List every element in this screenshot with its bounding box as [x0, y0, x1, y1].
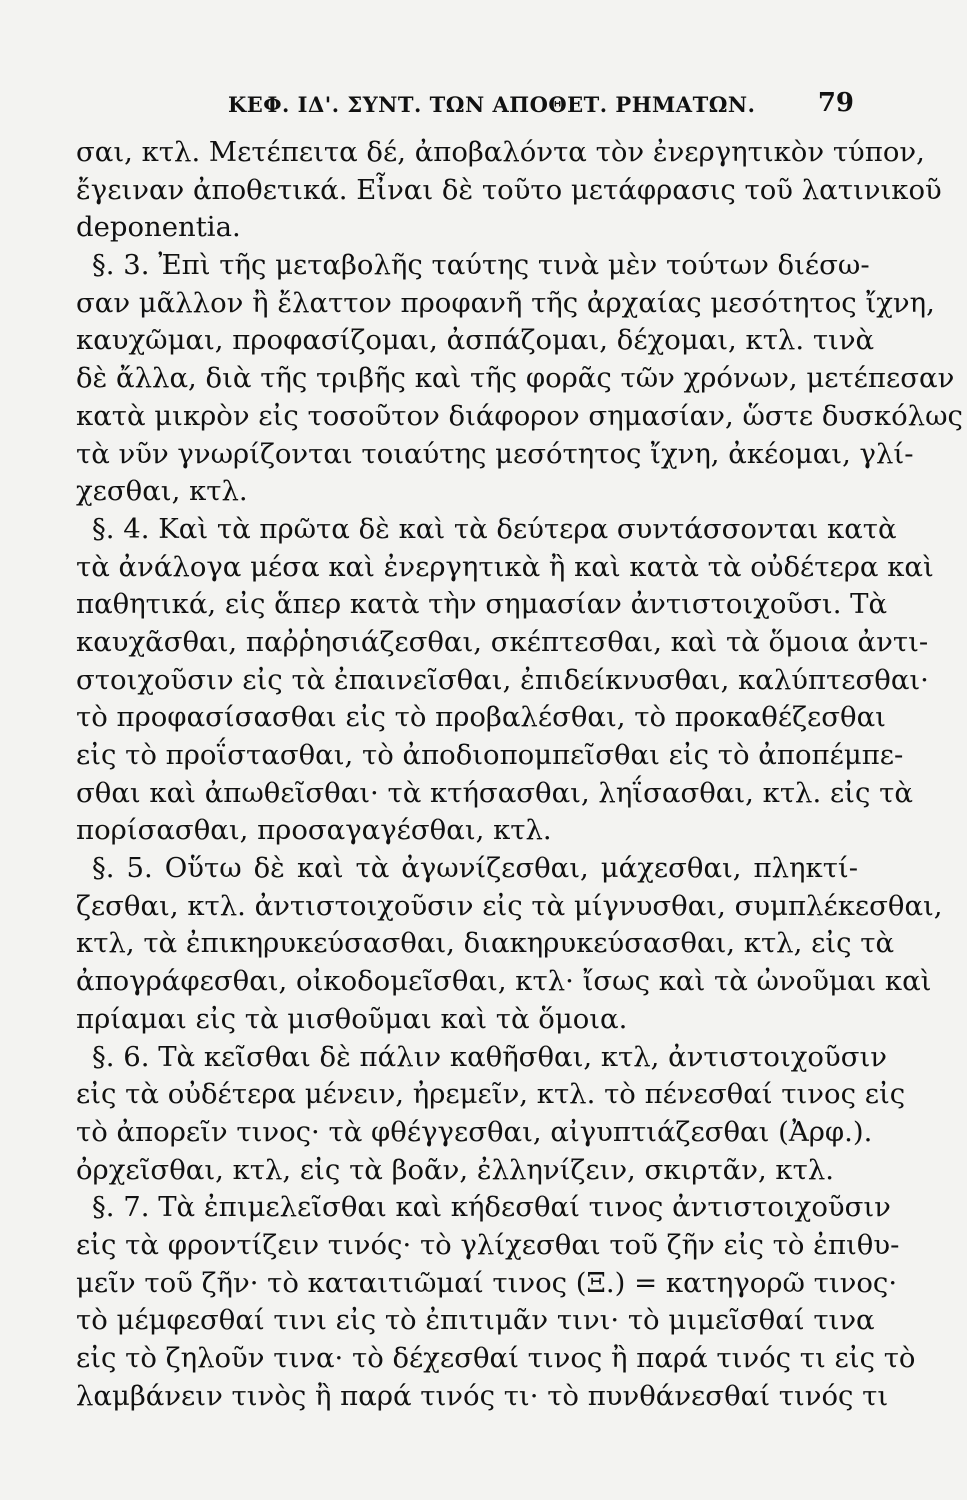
text-line: στοιχοῦσιν εἰς τὰ ἐπαινεῖσθαι, ἐπιδείκνυσθαι, καλύπτεσθαι·: [76, 663, 929, 696]
text-line: καυχᾶσθαι, παῤῥησιάζεσθαι, σκέπτεσθαι, καὶ τὰ ὅμοια ἀντι-: [76, 625, 929, 658]
text-line: χεσθαι, κτλ.: [76, 475, 248, 508]
section-6-line: §. 6. Τὰ κεῖσθαι δὲ πάλιν καθῆσθαι, κτλ, ἀντιστοιχοῦσιν: [92, 1040, 887, 1073]
text-line: εἰς τὸ προΐστασθαι, τὸ ἀποδιοπομπεῖσθαι εἰς τὸ ἀποπέμπε-: [76, 739, 904, 771]
body-text: [76, 134, 963, 1415]
text-line: παθητικά, εἰς ἅπερ κατὰ τὴν σημασίαν ἀντιστοιχοῦσι. Τὰ: [76, 588, 888, 621]
text-line: κατὰ μικρὸν εἰς τοσοῦτον διάφορον σημασίαν, ὥστε δυσκόλως: [76, 399, 963, 432]
text-line: σαι, κτλ. Μετέπειτα δέ, ἀποβαλόντα τὸν ἐνεργητικὸν τύπον,: [76, 136, 925, 168]
text-line: καυχῶμαι, προφασίζομαι, ἀσπάζομαι, δέχομαι, κτλ. τινὰ: [76, 324, 875, 357]
text-line: σθαι καὶ ἀπωθεῖσθαι· τὰ κτήσασθαι, ληΐσασθαι, κτλ. εἰς τὰ: [76, 776, 913, 809]
section-7-line: §. 7. Τὰ ἐπιμελεῖσθαι καὶ κήδεσθαί τινος ἀντιστοιχοῦσιν: [92, 1191, 891, 1224]
text-line: σαν μᾶλλον ἢ ἔλαττον προφανῆ τῆς ἀρχαίας μεσότητος ἴχνη,: [76, 286, 935, 319]
text-line: εἰς τὸ ζηλοῦν τινα· τὸ δέχεσθαί τινος ἢ παρά τινός τι εἰς τὸ: [76, 1342, 916, 1374]
text-line: κτλ, τὰ ἐπικηρυκεύσασθαι, διακηρυκεύσασθαι, κτλ, εἰς τὰ: [76, 927, 895, 960]
text-line: τὸ προφασίσασθαι εἰς τὸ προβαλέσθαι, τὸ προκαθέζεσθαι: [76, 701, 886, 734]
section-3-line: §. 3. Ἐπὶ τῆς μεταβολῆς ταύτης τινὰ μὲν τούτων διέσω-: [92, 249, 870, 282]
text-line: εἰς τὰ οὐδέτερα μένειν, ἠρεμεῖν, κτλ. τὸ πένεσθαί τινος εἰς: [76, 1078, 906, 1111]
text-line: deponentia.: [76, 211, 241, 244]
text-line: τὸ ἀπορεῖν τινος· τὰ φθέγγεσθαι, αἰγυπτιάζεσθαι (Ἀρφ.).: [76, 1115, 873, 1148]
text-line: ζεσθαι, κτλ. ἀντιστοιχοῦσιν εἰς τὰ μίγνυσθαι, συμπλέκεσθαι,: [76, 889, 943, 922]
text-line: τὸ μέμφεσθαί τινι εἰς τὸ ἐπιτιμᾶν τινι· τὸ μιμεῖσθαί τινα: [76, 1304, 875, 1337]
page-header: [228, 88, 854, 126]
page-number: 79: [817, 88, 854, 118]
section-4-line: §. 4. Καὶ τὰ πρῶτα δὲ καὶ τὰ δεύτερα συντάσσονται κατὰ: [92, 512, 897, 545]
text-line: εἰς τὰ φροντίζειν τινός· τὸ γλίχεσθαι τοῦ ζῆν εἰς τὸ ἐπιθυ-: [76, 1228, 900, 1261]
text-line: ὀρχεῖσθαι, κτλ, εἰς τὰ βοᾶν, ἐλληνίζειν, σκιρτᾶν, κτλ.: [76, 1153, 835, 1186]
text-line: ἔγειναν ἀποθετικά. Εἶναι δὲ τοῦτο μετάφρασις τοῦ λατινικοῦ: [76, 173, 942, 206]
text-line: πρίαμαι εἰς τὰ μισθοῦμαι καὶ τὰ ὅμοια.: [76, 1002, 628, 1035]
running-head: ΚΕΦ. ΙΔ'. ΣΥΝΤ. ΤΩΝ ΑΠΟΘΕΤ. ΡΗΜΑΤΩΝ.: [228, 92, 756, 117]
section-5-line: §. 5. Οὕτω δὲ καὶ τὰ ἀγωνίζεσθαι, μάχεσθαι, πληκτί-: [92, 852, 858, 885]
text-line: μεῖν τοῦ ζῆν· τὸ καταιτιῶμαί τινος (Ξ.) = κατηγορῶ τινος·: [76, 1266, 898, 1299]
text-line: ἀπογράφεσθαι, οἰκοδομεῖσθαι, κτλ· ἴσως καὶ τὰ ὠνοῦμαι καὶ: [76, 965, 932, 998]
text-line: τὰ νῦν γνωρίζονται τοιαύτης μεσότητος ἴχνη, ἀκέομαι, γλί-: [76, 437, 914, 470]
text-line: δὲ ἄλλα, διὰ τῆς τριβῆς καὶ τῆς φορᾶς τῶν χρόνων, μετέπεσαν: [76, 362, 955, 395]
text-line: λαμβάνειν τινὸς ἢ παρά τινός τι· τὸ πυνθάνεσθαί τινός τι: [76, 1379, 889, 1412]
text-line: τὰ ἀνάλογα μέσα καὶ ἐνεργητικὰ ἢ καὶ κατὰ τὰ οὐδέτερα καὶ: [76, 550, 934, 583]
text-line: πορίσασθαι, προσαγαγέσθαι, κτλ.: [76, 814, 552, 847]
